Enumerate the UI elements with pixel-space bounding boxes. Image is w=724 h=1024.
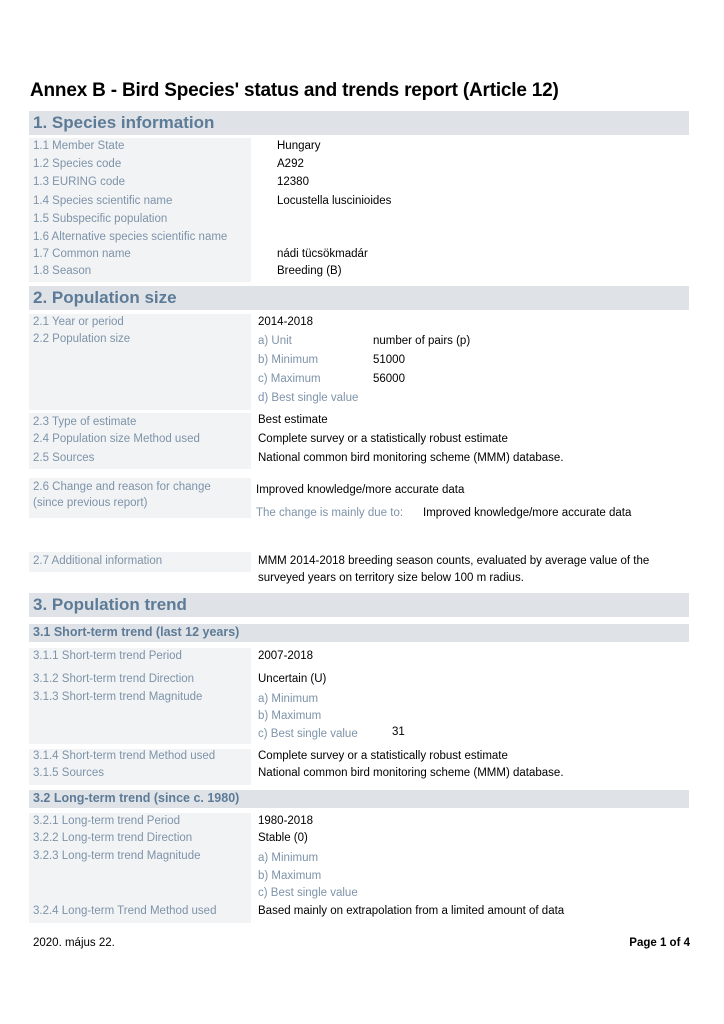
short-max-label: b) Maximum	[258, 710, 322, 722]
long-min-label: a) Minimum	[258, 852, 319, 864]
long-period-value: 1980-2018	[258, 815, 313, 827]
change-due-value: Improved knowledge/more accurate data	[423, 507, 632, 519]
species-code-value: A292	[277, 158, 304, 170]
subsection-long-term-trend	[29, 790, 689, 808]
short-sources-label: 3.1.5 Sources	[33, 767, 104, 779]
additional-info-label: 2.7 Additional information	[33, 555, 163, 567]
euring-code-label: 1.3 EURING code	[33, 176, 126, 188]
change-due-label: The change is mainly due to:	[256, 507, 404, 519]
species-code-label: 1.2 Species code	[33, 158, 122, 170]
section-population-size	[29, 286, 689, 310]
long-direction-label: 3.2.2 Long-term trend Direction	[33, 832, 193, 844]
long-magnitude-label: 3.2.3 Long-term trend Magnitude	[33, 850, 201, 862]
long-max-label: b) Maximum	[258, 870, 322, 882]
estimate-type-value: Best estimate	[258, 414, 328, 426]
short-method-value: Complete survey or a statistically robust estimate	[258, 750, 508, 762]
change-reason-value: Improved knowledge/more accurate data	[256, 484, 465, 496]
section-species-information	[29, 111, 689, 135]
scientific-name-value: Locustella luscinioides	[277, 195, 392, 207]
short-best-value: 31	[392, 726, 405, 738]
year-period-label: 2.1 Year or period	[33, 316, 124, 328]
short-best-label: c) Best single value	[258, 728, 358, 740]
section-population-trend	[29, 593, 689, 617]
sources-label: 2.5 Sources	[33, 452, 95, 464]
long-method-label: 3.2.4 Long-term Trend Method used	[33, 905, 217, 917]
additional-info-value-2: surveyed years on territory size below 100 m radius.	[258, 572, 524, 584]
member-state-label: 1.1 Member State	[33, 140, 125, 152]
common-name-value: nádi tücsökmadár	[277, 248, 368, 260]
unit-label: a) Unit	[258, 335, 292, 347]
maximum-value: 56000	[373, 373, 405, 385]
euring-code-value: 12380	[277, 176, 309, 188]
section-heading: 2. Population size	[33, 288, 177, 307]
method-used-value: Complete survey or a statistically robust estimate	[258, 433, 508, 445]
long-best-label: c) Best single value	[258, 887, 358, 899]
short-sources-value: National common bird monitoring scheme (MMM) database.	[258, 767, 564, 779]
short-method-label: 3.1.4 Short-term trend Method used	[33, 750, 216, 762]
subsection-heading: 3.1 Short-term trend (last 12 years)	[33, 625, 240, 639]
subsection-heading: 3.2 Long-term trend (since c. 1980)	[33, 791, 240, 805]
member-state-value: Hungary	[277, 140, 321, 152]
subspecific-population-label: 1.5 Subspecific population	[33, 213, 168, 225]
alternative-name-label: 1.6 Alternative species scientific name	[33, 231, 228, 243]
section-heading: 1. Species information	[33, 113, 215, 132]
common-name-label: 1.7 Common name	[33, 248, 131, 260]
estimate-type-label: 2.3 Type of estimate	[33, 416, 137, 428]
scientific-name-label: 1.4 Species scientific name	[33, 195, 173, 207]
sources-value: National common bird monitoring scheme (MMM) database.	[258, 452, 564, 464]
report-title: Annex B - Bird Species' status and trends report (Article 12)	[30, 80, 559, 101]
additional-info-value: MMM 2014-2018 breeding season counts, evaluated by average value of the	[258, 555, 650, 567]
short-direction-label: 3.1.2 Short-term trend Direction	[33, 673, 195, 685]
change-reason-label-2: (since previous report)	[33, 497, 148, 509]
short-direction-value: Uncertain (U)	[258, 673, 327, 685]
method-used-label: 2.4 Population size Method used	[33, 433, 200, 445]
footer-page-number: Page 1 of 4	[629, 937, 690, 949]
unit-value: number of pairs (p)	[373, 335, 471, 347]
label-column-bg	[29, 314, 251, 410]
maximum-label: c) Maximum	[258, 373, 321, 385]
change-reason-label: 2.6 Change and reason for change	[33, 481, 211, 493]
season-label: 1.8 Season	[33, 265, 92, 277]
short-magnitude-label: 3.1.3 Short-term trend Magnitude	[33, 691, 203, 703]
minimum-value: 51000	[373, 354, 405, 366]
short-period-label: 3.1.1 Short-term trend Period	[33, 650, 182, 662]
season-value: Breeding (B)	[277, 265, 342, 277]
short-period-value: 2007-2018	[258, 650, 313, 662]
long-direction-value: Stable (0)	[258, 832, 308, 844]
footer-date: 2020. május 22.	[33, 937, 115, 949]
year-period-value: 2014-2018	[258, 316, 313, 328]
short-min-label: a) Minimum	[258, 693, 319, 705]
long-period-label: 3.2.1 Long-term trend Period	[33, 815, 181, 827]
long-method-value: Based mainly on extrapolation from a limited amount of data	[258, 905, 565, 917]
section-heading: 3. Population trend	[33, 595, 187, 614]
minimum-label: b) Minimum	[258, 354, 319, 366]
population-size-label: 2.2 Population size	[33, 333, 131, 345]
best-single-value-label: d) Best single value	[258, 392, 359, 404]
subsection-short-term-trend	[29, 624, 689, 642]
